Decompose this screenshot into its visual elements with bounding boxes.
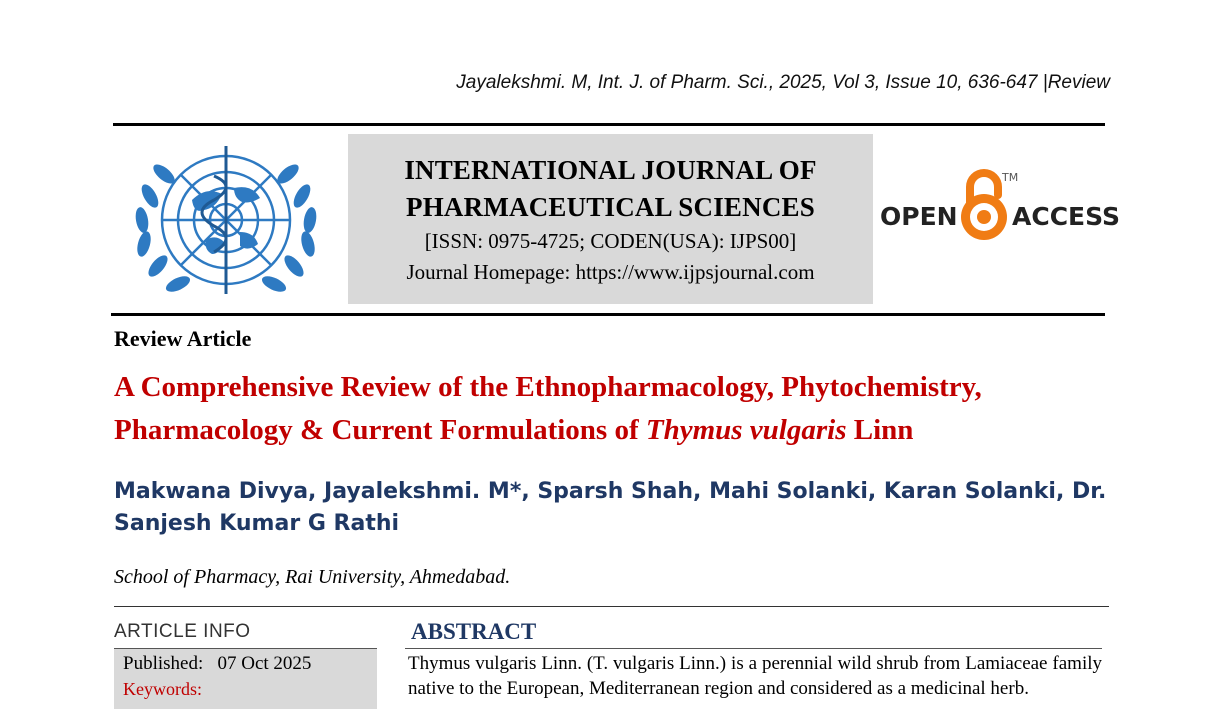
title-part-2: Linn bbox=[846, 414, 914, 446]
middle-rule bbox=[111, 313, 1105, 316]
article-title bbox=[114, 366, 1114, 452]
journal-issn: [ISSN: 0975-4725; CODEN(USA): IJPS00] bbox=[424, 229, 797, 253]
published-line bbox=[123, 653, 311, 675]
journal-title-line-2: PHARMACEUTICAL SCIENCES bbox=[406, 192, 815, 222]
affiliation: School of Pharmacy, Rai University, Ahmedabad. bbox=[114, 566, 511, 588]
published-date: 07 Oct 2025 bbox=[217, 653, 312, 674]
open-access-access-text: ACCESS bbox=[1012, 202, 1121, 231]
open-lock-icon bbox=[961, 173, 1007, 240]
citation-header: Jayalekshmi. M, Int. J. of Pharm. Sci., 2025, Vol 3, Issue 10, 636-647 |Review bbox=[456, 72, 1110, 93]
abstract-heading: ABSTRACT bbox=[411, 619, 537, 644]
article-type: Review Article bbox=[114, 326, 252, 351]
open-access-tm: TM bbox=[1002, 171, 1019, 184]
top-rule bbox=[113, 123, 1105, 126]
article-info-heading: ARTICLE INFO bbox=[114, 621, 251, 642]
title-species: Thymus vulgaris bbox=[645, 414, 847, 446]
title-part-1: A Comprehensive Review of the Ethnopharmacology, Phytochemistry, Pharmacology & Current Formulations of bbox=[114, 371, 982, 446]
journal-title-line-1: INTERNATIONAL JOURNAL OF bbox=[404, 155, 817, 185]
abstract-rule bbox=[405, 648, 1102, 649]
open-access-open-text: OPEN bbox=[880, 202, 958, 231]
journal-logo-emblem-icon bbox=[122, 136, 330, 306]
article-info-box bbox=[114, 649, 377, 709]
keywords-label: Keywords: bbox=[123, 679, 202, 699]
journal-title-box bbox=[348, 134, 873, 304]
published-label: Published: bbox=[123, 653, 204, 674]
journal-homepage: Journal Homepage: https://www.ijpsjournal.com bbox=[406, 260, 815, 284]
author-list: Makwana Divya, Jayalekshmi. M*, Sparsh Shah, Mahi Solanki, Karan Solanki, Dr. Sanjesh Kumar G Rathi bbox=[114, 479, 1107, 536]
section-rule bbox=[114, 606, 1109, 607]
abstract-text: Thymus vulgaris Linn. (T. vulgaris Linn.) is a perennial wild shrub from Lamiaceae family native to the European, Mediterranean region and considered as a medicinal herb. bbox=[408, 653, 1102, 699]
open-access-logo bbox=[880, 165, 1121, 255]
